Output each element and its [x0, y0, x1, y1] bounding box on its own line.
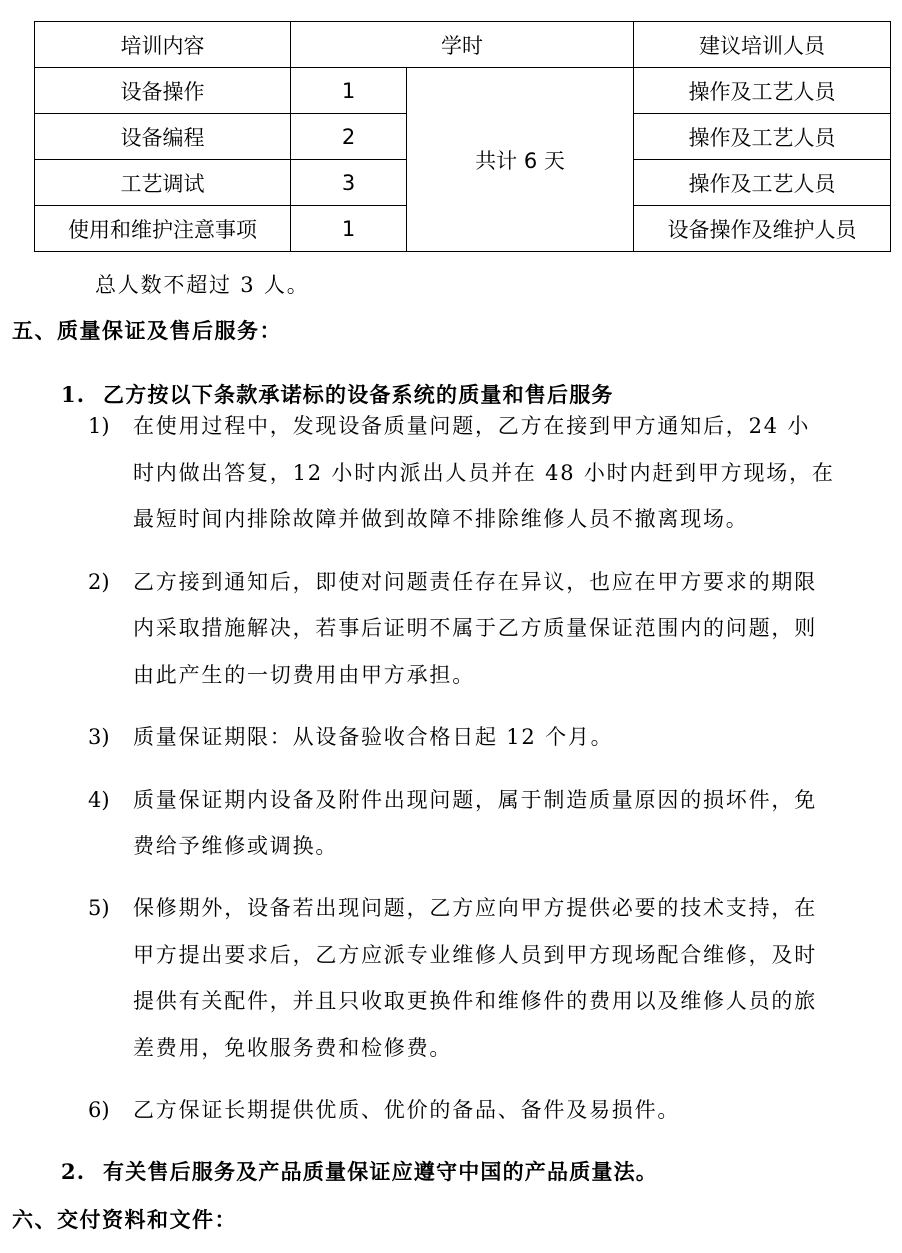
item-1-line: 在使用过程中，发现设备质量问题，乙方在接到甲方通知后，24 小 [133, 414, 811, 438]
sub-2-title: 有关售后服务及产品质量保证应遵守中国的产品质量法。 [103, 1159, 658, 1184]
item-5-line: 甲方提出要求后，乙方应派专业维修人员到甲方现场配合维修，及时 [133, 943, 817, 967]
item-5-line: 提供有关配件，并且只收取更换件和维修件的费用以及维修人员的旅 [133, 989, 817, 1013]
section-6-heading: 六、交付资料和文件： [12, 1207, 237, 1232]
table-cell: 2 [291, 114, 407, 160]
item-4-line: 质量保证期内设备及附件出现问题，属于制造质量原因的损坏件，免 [133, 788, 817, 812]
item-5-line: 差费用，免收服务费和检修费。 [133, 1036, 453, 1060]
sub-2-number: 2. [61, 1159, 86, 1184]
header-cell: 培训内容 [35, 22, 291, 68]
table-cell: 操作及工艺人员 [634, 160, 891, 206]
participant-note: 总人数不超过 3 人。 [95, 273, 310, 297]
item-6-number: 6) [88, 1098, 110, 1122]
table-row [35, 68, 891, 114]
table-cell: 工艺调试 [35, 160, 291, 206]
header-cell: 建议培训人员 [634, 22, 891, 68]
sub-1-title: 乙方按以下条款承诺标的设备系统的质量和售后服务 [103, 382, 614, 407]
item-4-number: 4) [88, 788, 110, 812]
table-cell: 3 [291, 160, 407, 206]
table-cell: 设备编程 [35, 114, 291, 160]
item-2-line: 内采取措施解决，若事后证明不属于乙方质量保证范围内的问题，则 [133, 616, 817, 640]
header-cell: 学时 [291, 22, 634, 68]
item-2-number: 2) [88, 570, 110, 594]
table-cell: 1 [291, 206, 407, 252]
table-cell: 设备操作 [35, 68, 291, 114]
total-days-cell: 共计 6 天 [407, 68, 634, 252]
item-1-line: 最短时间内排除故障并做到故障不排除维修人员不撤离现场。 [133, 507, 749, 531]
table-cell: 设备操作及维护人员 [634, 206, 891, 252]
item-1-line: 时内做出答复，12 小时内派出人员并在 48 小时内赶到甲方现场，在 [133, 461, 835, 485]
item-2-line: 乙方接到通知后，即使对问题责任存在异议，也应在甲方要求的期限 [133, 570, 817, 594]
table-cell: 操作及工艺人员 [634, 114, 891, 160]
item-3-line: 质量保证期限：从设备验收合格日起 12 个月。 [133, 725, 614, 749]
table-cell: 1 [291, 68, 407, 114]
item-3-number: 3) [88, 725, 110, 749]
item-5-line: 保修期外，设备若出现问题，乙方应向甲方提供必要的技术支持，在 [133, 896, 817, 920]
section-5-heading: 五、质量保证及售后服务： [12, 318, 282, 343]
table-cell: 使用和维护注意事项 [35, 206, 291, 252]
item-2-line: 由此产生的一切费用由甲方承担。 [133, 663, 475, 687]
sub-1-number: 1. [61, 382, 86, 407]
table-header-row [35, 22, 891, 68]
table-cell: 操作及工艺人员 [634, 68, 891, 114]
item-1-number: 1) [88, 414, 110, 438]
item-5-number: 5) [88, 896, 110, 920]
item-6-line: 乙方保证长期提供优质、优价的备品、备件及易损件。 [133, 1098, 681, 1122]
item-4-line: 费给予维修或调换。 [133, 834, 339, 858]
training-table [34, 21, 891, 252]
